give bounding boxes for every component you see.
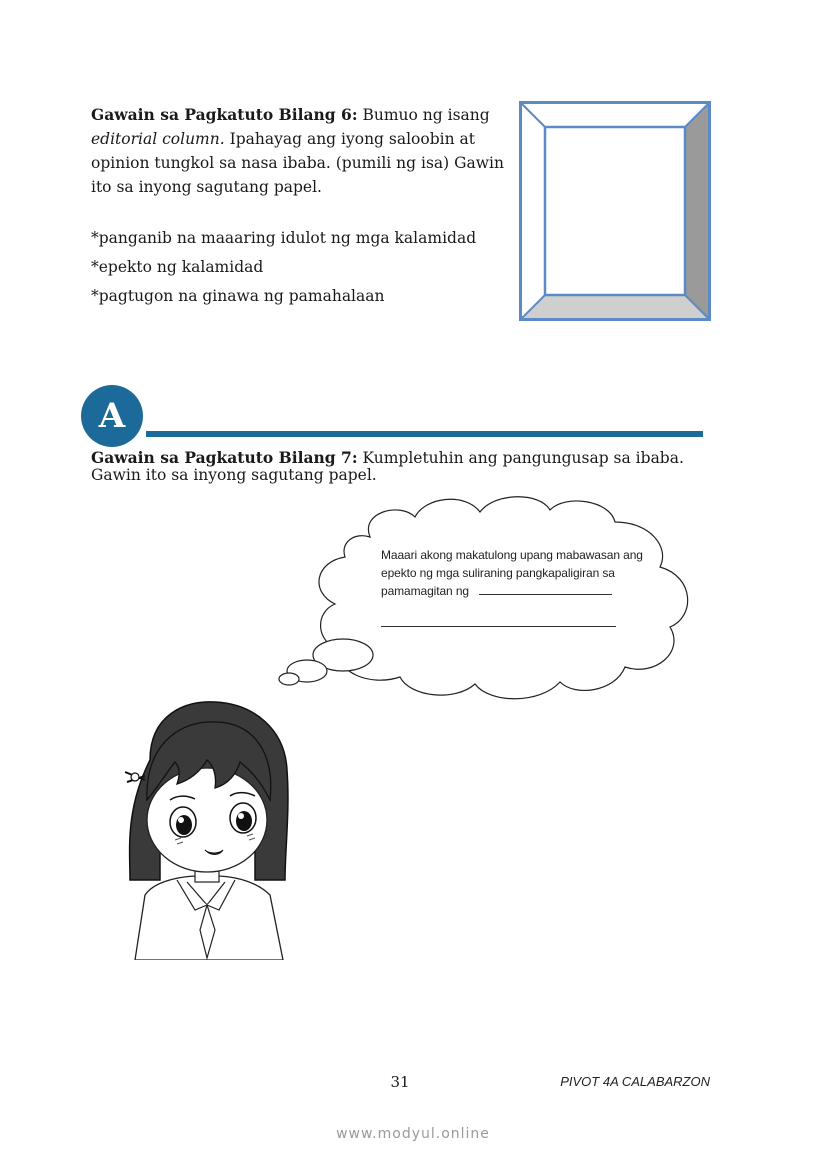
answer-blank-line — [381, 625, 616, 627]
section-letter: A — [98, 396, 126, 436]
section-divider — [146, 431, 703, 437]
bullet-item: *panganib na maaaring idulot ng mga kalamidad — [91, 229, 477, 247]
watermark: www.modyul.online — [336, 1126, 490, 1142]
activity-6-text-a: Bumuo ng isang — [357, 106, 490, 124]
cloud-line-3: pamamagitan ng — [381, 584, 469, 598]
activity-7-title: Gawain sa Pagkatuto Bilang 7: — [91, 448, 358, 467]
section-a-badge — [81, 385, 143, 447]
girl-illustration — [115, 700, 295, 960]
cloud-line-2: epekto ng mga suliraning pangkapaligiran sa — [381, 566, 615, 580]
footer-label: PIVOT 4A CALABARZON — [560, 1074, 710, 1089]
activity-7-text: Kumpletuhin ang pangungusap sa ibaba. Gawin ito sa inyong sagutang papel. — [91, 449, 684, 484]
activity-7-instructions — [91, 449, 711, 484]
answer-blank — [479, 584, 612, 595]
picture-frame-illustration — [519, 101, 711, 321]
activity-6-instructions — [91, 103, 516, 199]
activity-6-text-b: Ipahayag ang iyong saloobin at opinion tungkol sa nasa ibaba. (pumili ng isa) Gawin ito sa inyong sagutang papel. — [91, 130, 504, 196]
cloud-prompt-text — [381, 546, 666, 600]
bullet-item: *pagtugon na ginawa ng pamahalaan — [91, 287, 385, 305]
activity-6-text-italic: editorial column. — [91, 130, 225, 148]
cloud-line-3-row — [381, 582, 666, 600]
cloud-line-1: Maaari akong makatulong upang mabawasan ang — [381, 548, 643, 562]
page-number: 31 — [390, 1073, 410, 1091]
activity-6-title: Gawain sa Pagkatuto Bilang 6: — [91, 105, 358, 124]
bullet-item: *epekto ng kalamidad — [91, 258, 264, 276]
